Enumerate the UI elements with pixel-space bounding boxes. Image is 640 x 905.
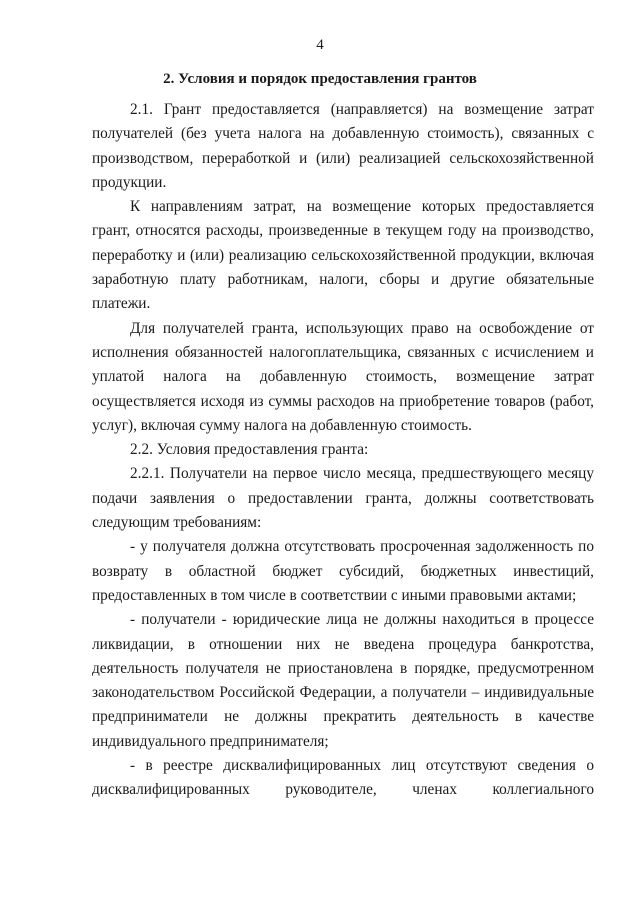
- document-body: [92, 98, 594, 803]
- paragraph-2-1: 2.1. Грант предоставляется (направляется) на возмещение затрат получателей (без учета налога на добавленную стоимость), связанных с производством, переработкой и (или) реализацией сельскохозяйственной продукции.: [92, 101, 594, 191]
- list-item-no-liquidation: - получатели - юридические лица не должны находиться в процессе ликвидации, в отношении них не введена процедура банкротства, деятельность получателя не приостановлена в порядке, предусмотренном законодательством Российской Федерации, а получатели – индивидуальные предприниматели не должны прекратить деятельность в качестве индивидуального предпринимателя;: [92, 611, 594, 750]
- list-item-disqualified-registry: - в реестре дисквалифицированных лиц отсутствуют сведения о дисквалифицированных руководителе, членах коллегиального: [92, 757, 594, 799]
- paragraph-2-2: 2.2. Условия предоставления гранта:: [130, 441, 369, 459]
- paragraph-vat-exemption: Для получателей гранта, использующих право на освобождение от исполнения обязанностей налогоплательщика, связанных с исчислением и уплатой налога на добавленную стоимость, возмещение затрат осуществляется исходя из суммы расходов на приобретение товаров (работ, услуг), включая сумму налога на добавленную стоимость.: [92, 319, 594, 434]
- paragraph-expense-directions: К направлениям затрат, на возмещение которых предоставляется грант, относятся расходы, произведенные в текущем году на производство, переработку и (или) реализацию сельскохозяйственной продукции, включая заработную плату работникам, налоги, сборы и другие обязательные платежи.: [92, 198, 594, 313]
- paragraph-2-2-1: 2.2.1. Получатели на первое число месяца, предшествующего месяцу подачи заявления о предоставлении гранта, должны соответствовать следующим требованиям:: [92, 465, 594, 532]
- section-title: 2. Условия и порядок предоставления грантов: [163, 71, 477, 87]
- list-item-no-debt: - у получателя должна отсутствовать просроченная задолженность по возврату в областной бюджет субсидий, бюджетных инвестиций, предоставленных в том числе в соответствии с иными правовыми актами;: [92, 538, 594, 604]
- page-number: 4: [316, 37, 324, 53]
